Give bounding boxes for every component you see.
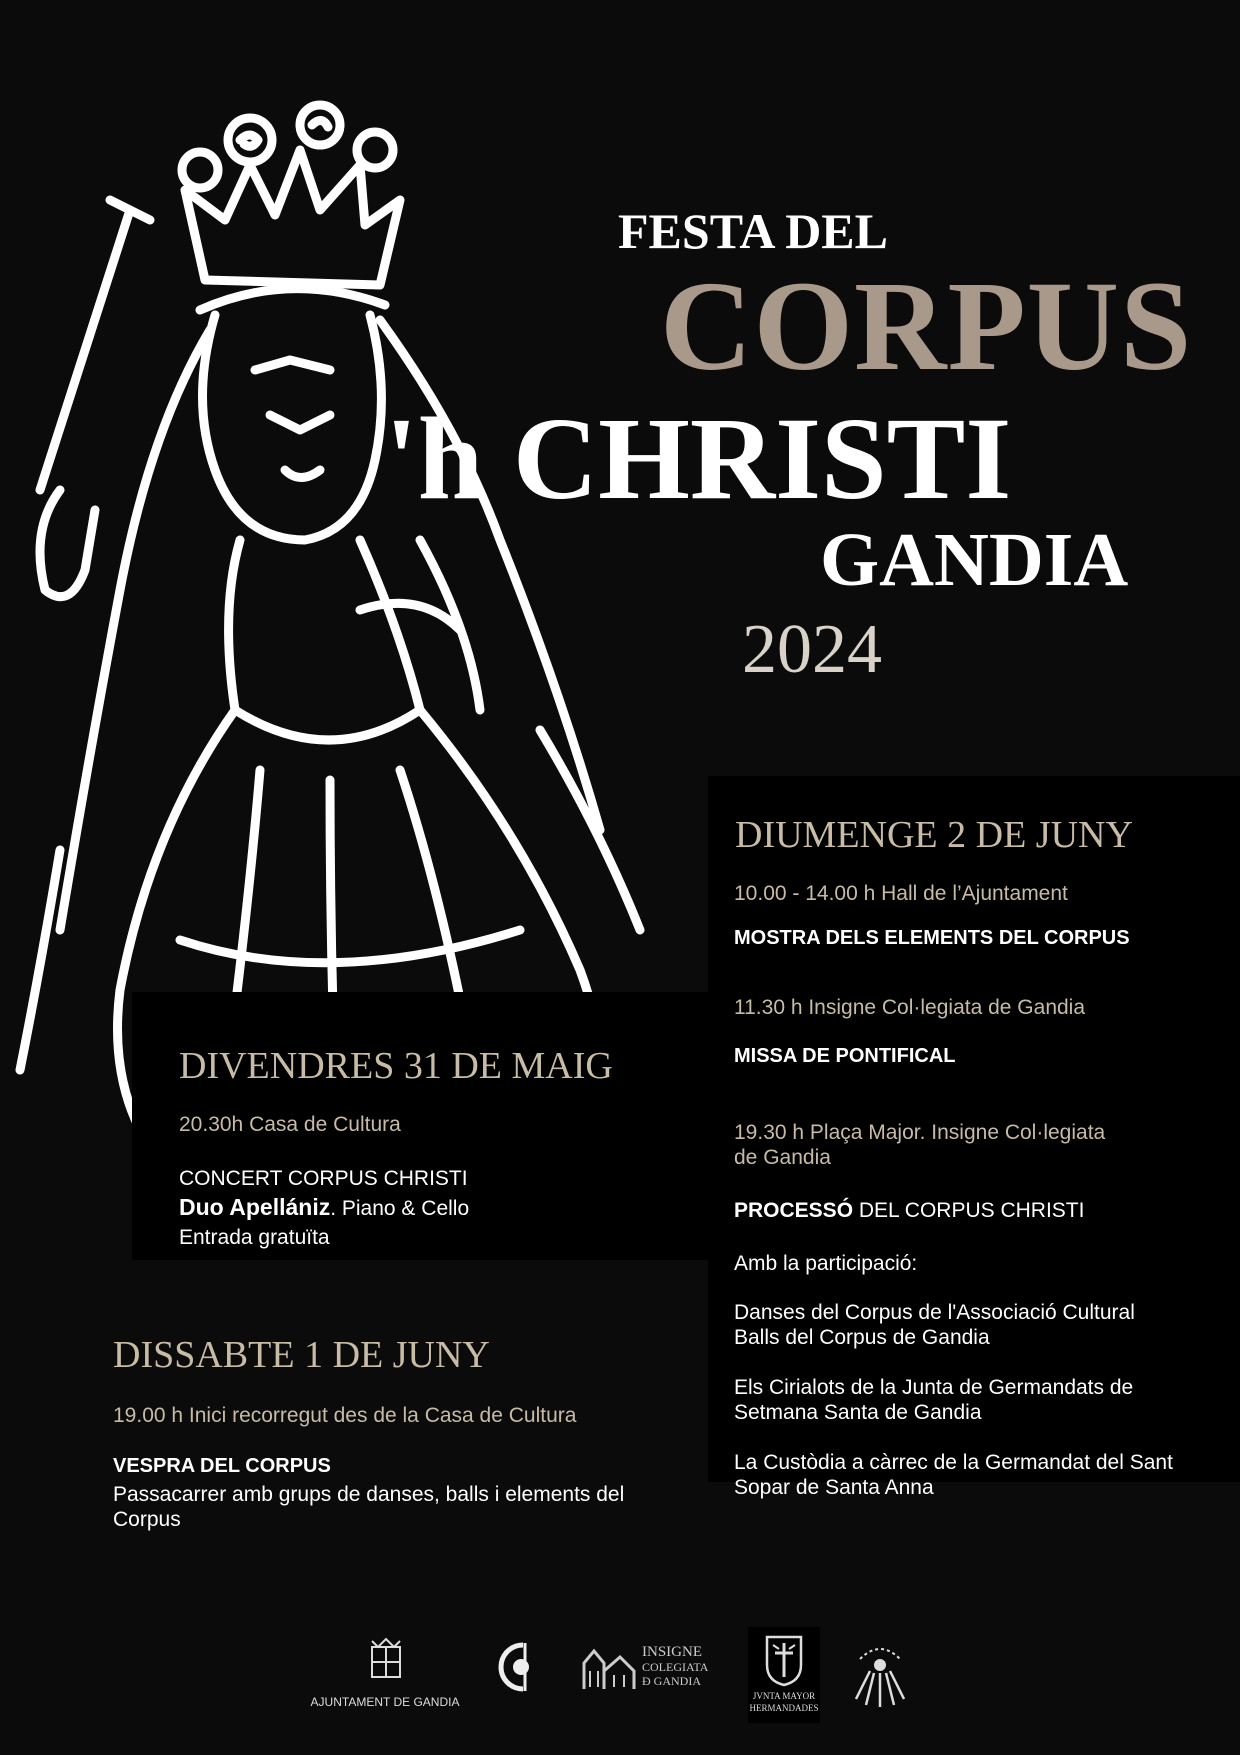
colegiata-logo xyxy=(580,1641,715,1701)
ajuntament-logo xyxy=(300,1637,470,1717)
friday-event: CONCERT CORPUS CHRISTI xyxy=(179,1167,468,1190)
title-festa-del: FESTA DEL xyxy=(618,203,888,259)
colegiata-line-3: Ð GANDIA xyxy=(642,1674,701,1688)
title-corpus: CORPUS xyxy=(660,255,1193,397)
sunday-participant-3b: Sopar de Santa Anna xyxy=(734,1476,934,1499)
friday-performer-line xyxy=(179,1195,469,1221)
sunday-item3-event-bold: PROCESSÓ xyxy=(734,1199,854,1222)
sunday-participant-2a: Els Cirialots de la Junta de Germandats de xyxy=(734,1376,1134,1399)
title-gandia: GANDIA xyxy=(820,518,1129,602)
saturday-desc-2: Corpus xyxy=(113,1508,181,1531)
junta-line-2: HERMANDADES xyxy=(749,1703,819,1713)
sunday-participant-3a: La Custòdia a càrrec de la Germandat del Sant xyxy=(734,1451,1173,1474)
saturday-event: VESPRA DEL CORPUS xyxy=(113,1455,331,1477)
title-year: 2024 xyxy=(742,611,882,688)
brotherhood-logo xyxy=(850,1639,910,1711)
church-icon xyxy=(580,1641,638,1691)
sunday-participant-2b: Setmana Santa de Gandia xyxy=(734,1401,982,1424)
cross-shield-icon xyxy=(761,1631,807,1687)
junta-mayor-logo xyxy=(748,1627,820,1723)
friday-entry: Entrada gratuïta xyxy=(179,1226,330,1249)
title-christi: 'h CHRISTI xyxy=(385,393,1012,524)
sunday-item3-event xyxy=(734,1198,1084,1223)
sunday-participant-1b: Balls del Corpus de Gandia xyxy=(734,1326,990,1349)
ajuntament-label: AJUNTAMENT DE GANDIA xyxy=(310,1695,460,1709)
sunday-item2-time: 11.30 h Insigne Col·legiata de Gandia xyxy=(734,996,1086,1019)
sunday-item1-time: 10.00 - 14.00 h Hall de l’Ajuntament xyxy=(734,882,1068,905)
cultural-logo xyxy=(495,1639,545,1695)
coat-of-arms-icon xyxy=(366,1637,406,1683)
sunday-item1-event: MOSTRA DELS ELEMENTS DEL CORPUS xyxy=(734,927,1130,949)
friday-performer-detail: . Piano & Cello xyxy=(330,1197,470,1220)
colegiata-line-1: INSIGNE xyxy=(642,1644,702,1660)
friday-heading: DIVENDRES 31 DE MAIG xyxy=(179,1045,613,1087)
friday-time-place: 20.30h Casa de Cultura xyxy=(179,1113,401,1136)
sunday-item3-time-1: 19.30 h Plaça Major. Insigne Col·legiata xyxy=(734,1121,1106,1144)
sunday-item3-time-2: de Gandia xyxy=(734,1146,831,1169)
saturday-time-place: 19.00 h Inici recorregut des de la Casa de Cultura xyxy=(113,1404,577,1427)
colegiata-line-2: COLEGIATA xyxy=(642,1660,709,1674)
sponsor-logos xyxy=(0,1625,1240,1735)
sunday-participant-1a: Danses del Corpus de l'Associació Cultural xyxy=(734,1301,1135,1324)
sunday-item3-event-rest: DEL CORPUS CHRISTI xyxy=(853,1199,1085,1222)
sunday-heading: DIUMENGE 2 DE JUNY xyxy=(735,814,1133,856)
sunday-item2-event: MISSA DE PONTIFICAL xyxy=(734,1045,956,1067)
radiant-figure-icon xyxy=(850,1639,910,1711)
friday-performer: Duo Apellániz xyxy=(179,1194,331,1220)
sunday-participation: Amb la participació: xyxy=(734,1252,918,1275)
circle-emblem-icon xyxy=(495,1639,545,1695)
saturday-desc-1: Passacarrer amb grups de danses, balls i elements del xyxy=(113,1483,625,1506)
saturday-heading: DISSABTE 1 DE JUNY xyxy=(113,1334,490,1376)
junta-line-1: JVNTA MAYOR xyxy=(752,1691,816,1701)
